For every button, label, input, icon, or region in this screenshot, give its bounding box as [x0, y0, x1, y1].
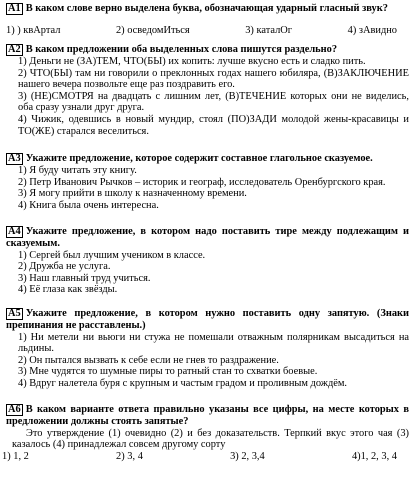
answer-option[interactable]: 1) Ни метели ни вьюги ни стужа не помешали отважным полярникам высадиться на льдины.: [18, 331, 409, 355]
answer-option[interactable]: 3) (НЕ)СМОТРЯ на двадцать с лишним лет, (В)ТЕЧЕНИЕ которых они не виделись, оба сразу узнали друг друга.: [18, 90, 409, 114]
question-a6-sentence: Это утверждение (1) очевидно (2) и без доказательств. Терпкий вкус этого чая (3) казалось (4) принадлежал совсем другому сорту: [12, 427, 409, 451]
answer-option[interactable]: 4) Чижик, одевшись в новый мундир, стоял (ПО)ЗАДИ молодой жены-красавицы и ТО(ЖЕ) старался веселиться.: [18, 113, 409, 137]
question-a1-tag: А1: [8, 3, 21, 14]
answer-option[interactable]: 1) Сергей был лучшим учеником в классе.: [18, 249, 206, 261]
answer-option[interactable]: 1) Я буду читать эту книгу.: [18, 165, 137, 176]
answer-option[interactable]: 3) Наш главный труд учиться.: [18, 272, 151, 284]
question-a1: [6, 3, 409, 37]
question-a6-text: В каком варианте ответа правильно указаны все цифры, на месте которых в предложении должны стоять запятые?: [6, 404, 409, 427]
question-a2-header: [6, 44, 409, 56]
question-a3: [6, 153, 409, 211]
question-a1-header: [6, 3, 409, 15]
question-a6-tag: А6: [8, 404, 21, 415]
answer-option[interactable]: 1) 1, 2: [2, 450, 29, 462]
answer-option[interactable]: 1) ) квАртал: [6, 25, 61, 36]
answer-option[interactable]: 4) Книга была очень интересна.: [18, 199, 159, 211]
question-a6: [2, 404, 409, 462]
question-a4: [6, 226, 409, 296]
question-a5-options: [6, 332, 409, 390]
question-a3-text: Укажите предложение, которое содержит составное глагольное сказуемое.: [25, 153, 373, 164]
answer-option[interactable]: 2) Петр Иванович Рычков – историк и географ, исследователь Оренбургского края.: [18, 176, 386, 188]
answer-option[interactable]: 2) 3, 4: [116, 450, 143, 462]
question-a2-tag: А2: [8, 44, 21, 55]
question-a3-tag: А3: [8, 153, 21, 164]
answer-option[interactable]: 2) осведомИться: [115, 25, 190, 36]
answer-option[interactable]: 4) Её глаза как звёзды.: [18, 284, 118, 296]
question-a2-options: [6, 56, 409, 137]
answer-option[interactable]: 4) Вдруг налетела буря с крупным и частым градом и проливным дождём.: [18, 377, 348, 389]
question-a4-tag: А4: [8, 226, 21, 237]
question-a1-text: В каком слове верно выделена буква, обозначающая ударный гласный звук?: [25, 3, 388, 14]
question-a5-header: [6, 308, 409, 332]
answer-option[interactable]: 3) Я могу прийти в школу к назначенному времени.: [18, 188, 247, 200]
answer-option[interactable]: 1) Деньги не (ЗА)ТЕМ, ЧТО(БЫ) их копить: лучше вкусно есть и сладко пить.: [18, 56, 366, 67]
question-a3-header: [6, 153, 409, 165]
answer-option[interactable]: 3) 2, 3,4: [230, 450, 265, 462]
answer-option[interactable]: 3) каталОг: [245, 25, 293, 36]
question-a5-tag: А5: [8, 308, 21, 319]
question-a6-answers: [2, 451, 409, 463]
answer-option[interactable]: 3) Мне чудятся то шумные пиры то ратный стан то схватки боевые.: [18, 366, 318, 378]
answer-option[interactable]: 2) ЧТО(БЫ) там ни говорили о преклонных годах нашего юбиляра, (В)ЗАКЛЮЧЕНИЕ нашего вечера позвольте еще раз поздравить его.: [18, 67, 409, 91]
question-a1-answers: [6, 25, 409, 37]
answer-option[interactable]: 4) зАвидно: [347, 25, 397, 36]
answer-option[interactable]: 2) Дружба не услуга.: [18, 261, 111, 273]
question-a6-header: [6, 404, 409, 428]
question-a3-options: [6, 165, 409, 211]
question-a4-header: [6, 226, 409, 250]
answer-option[interactable]: 2) Он пытался вызвать к себе если не гнев то раздражение.: [18, 354, 279, 366]
question-a5-text: Укажите предложение, в котором нужно поставить одну запятую. (Знаки препинания не расставлены.): [6, 308, 409, 331]
answer-option[interactable]: 4)1, 2, 3, 4: [351, 450, 397, 462]
question-a2-text: В каком предложении оба выделенных слова пишутся раздельно?: [25, 44, 338, 55]
question-a5: [6, 308, 409, 390]
question-a4-text: Укажите предложение, в котором надо поставить тире между подлежащим и сказуемым.: [6, 226, 409, 249]
question-a4-options: [6, 250, 409, 296]
question-a2: [6, 44, 409, 137]
